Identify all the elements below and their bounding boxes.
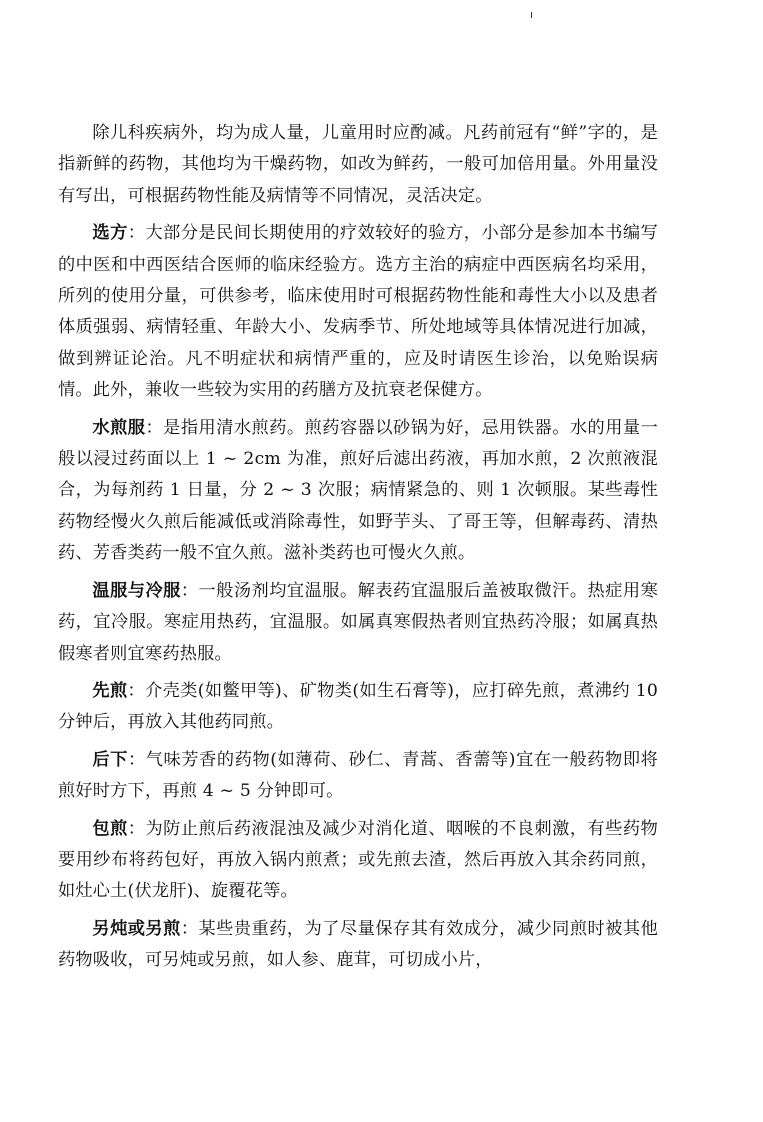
paragraph-xuanfang <box>58 218 658 406</box>
body-text <box>58 118 658 977</box>
paragraph-text: ：介壳类(如鳖甲等)、矿物类(如生石膏等)，应打碎先煎，煮沸约 10 分钟后，再放入其他药同煎。 <box>58 680 658 733</box>
paragraph-heading: 温服与冷服 <box>92 580 181 601</box>
paragraph-text: ：某些贵重药，为了尽量保存其有效成分，减少同煎时被其他药物吸收，可另炖或另煎，如人参、鹿茸，可切成小片， <box>58 918 658 971</box>
paragraph-heading: 水煎服 <box>92 417 146 438</box>
paragraph-text: 除儿科疾病外，均为成人量，儿童用时应酌减。凡药前冠有“鲜”字的，是指新鲜的药物，其他均为干燥药物，如改为鲜药，一般可加倍用量。外用量没有写出，可根据药物性能及病情等不同情况，灵活决定。 <box>58 123 658 206</box>
paragraph-text: ：大部分是民间长期使用的疗效较好的验方，小部分是参加本书编写的中医和中西医结合医师的临床经验方。选方主治的病症中西医病名均采用，所列的使用分量，可供参考，临床使用时可根据药物性能和毒性大小以及患者体质强弱、病情轻重、年龄大小、发病季节、所处地域等具体情况进行加减，做到辨证论治。凡不明症状和病情严重的，应及时请医生诊治，以免贻误病情。此外，兼收一些较为实用的药膳方及抗衰老保健方。 <box>58 223 658 401</box>
paragraph-heading: 先煎 <box>92 680 128 701</box>
paragraph-heading: 选方 <box>92 223 128 244</box>
paragraph-text: ：为防止煎后药液混浊及减少对消化道、咽喉的不良刺激，有些药物要用纱布将药包好，再放入锅内煎煮；或先煎去渣，然后再放入其余药同煎，如灶心土(伏龙肝)、旋覆花等。 <box>58 818 658 902</box>
paragraph-shuijianfu <box>58 413 658 570</box>
paragraph-text: ：气味芳香的药物(如薄荷、砂仁、青蒿、香薷等)宜在一般药物即将煎好时方下，再煎 4 ~ 5 分钟即可。 <box>58 749 658 802</box>
paragraph-dosage-note <box>58 118 658 212</box>
paragraph-lingdun-lingjian <box>58 914 658 977</box>
paragraph-heading: 另炖或另煎 <box>92 918 181 939</box>
paragraph-xianjian <box>58 676 658 739</box>
paragraph-houxia <box>58 745 658 808</box>
page-tick-mark <box>531 12 532 18</box>
paragraph-text: ：是指用清水煎药。煎药容器以砂锅为好，忌用铁器。水的用量一般以浸过药面以上 1 ~ 2cm 为准，煎好后滤出药液，再加水煎，2 次煎液混合，为每剂药 1 日量，分 2 ~ 3 次服；病情紧急的、则 1 次顿服。某些毒性药物经慢火久煎后能减低或消除毒性，如野芋头、了哥王等，但解毒药、清热药、芳香类药一般不宜久煎。滋补类药也可慢火久煎。 <box>58 417 658 564</box>
paragraph-heading: 后下 <box>92 749 128 770</box>
paragraph-heading: 包煎 <box>92 818 128 839</box>
paragraph-baojian <box>58 814 658 908</box>
paragraph-wenfu-lengfu <box>58 576 658 670</box>
paragraph-text: ：一般汤剂均宜温服。解表药宜温服后盖被取微汗。热症用寒药，宜冷服。寒症用热药，宜温服。如属真寒假热者则宜热药冷服；如属真热假寒者则宜寒药热服。 <box>58 580 658 664</box>
